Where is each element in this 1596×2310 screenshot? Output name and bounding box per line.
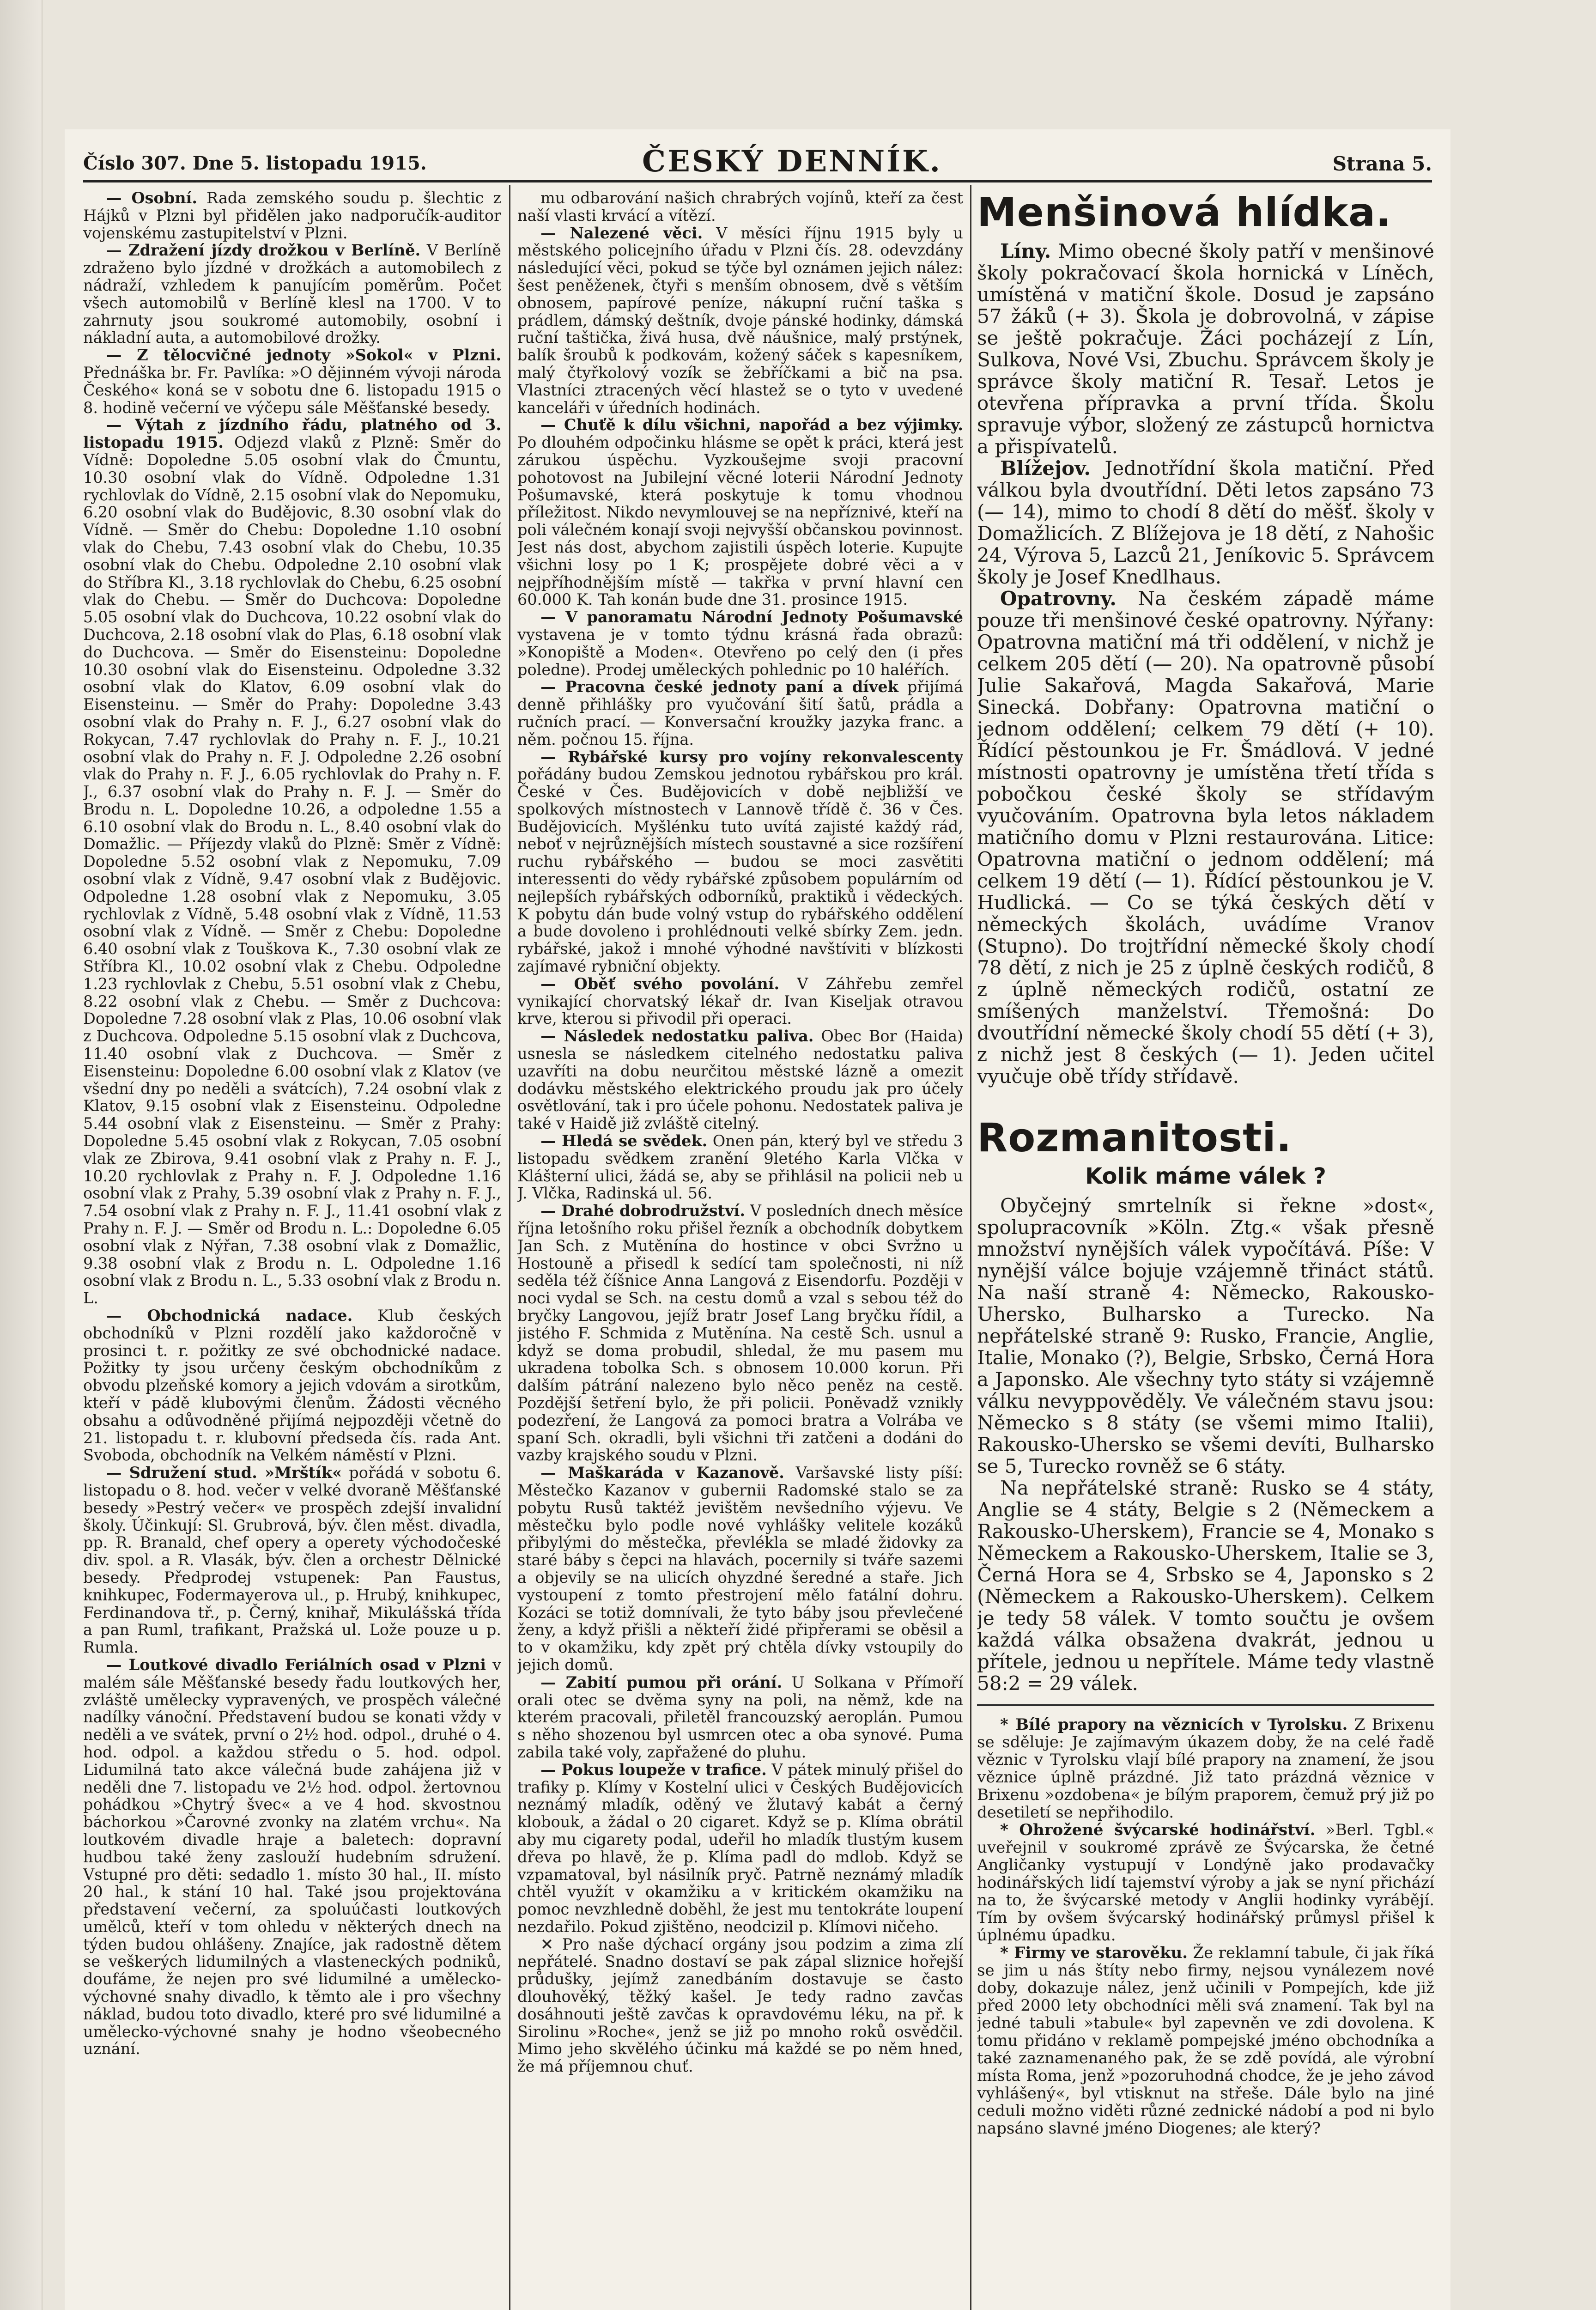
article-text: pořádá v sobotu 6. listopadu o 8. hod. večer v velké dvoraně Měšťanské besedy »Pestrý večer« ve prospěch zdejší invalidní školy. Účinkují: Sl. Grubrová, býv. člen měst. divadla, pp. R. Branald, chef opery a operety východočeské div. spol. a R. Vlasák, býv. člen a orchestr Dělnické besedy. Předprodej vstupenek: Pan Faustus, knihkupec, Fodermayerova ul., p. Hrubý, knihkupec, Ferdinandova tř., p. Černý, knihař, Mikulášská třída a pan Ruml, trafikant, Pražská ul. Lože pouze u p. Rumla. [83,1464,501,1657]
section-title-rozmanitosti: Rozmanitosti. [977,1115,1292,1161]
article-heading: * Ohrožené švýcarské hodinářství. [1000,1821,1316,1839]
article-paragraph [977,240,1434,457]
newspaper-title: ČESKÝ DENNÍK. [642,144,942,179]
article-text: Jednotřídní škola matiční. Před válkou byla dvoutřídní. Děti letos zapsáno 73 (— 14), mimo to chodí 8 dětí do měšť. školy v Domažlicích. Z Blížejova je 18 dětí, z Nahošic 24, Výrova 5, Lazců 21, Jeníkovic 5. Správcem školy je Josef Knedlhaus. [977,457,1434,588]
column-2 [517,189,963,2296]
section-rozmanitosti [977,1195,1434,1694]
article-paragraph [83,189,501,242]
article-text: Varšavské listy píší: Městečko Kazanov v gubernii Radomské stalo se za pobytu Rusů taktéž jevištěm nevšedního výjevu. Ve městečku bylo podle nové vyhlášky velitele kozáků přibylými do městečka, převlékla se mladé židovky za staré báby s čepci na hlavách, pocernily si tváře sazemi a objevily se na ulicích ohyzdné šeredné a staře. Jich vystoupení z tomto přestrojení mělo fatální dohru. Kozáci se totiž domnívali, že tyto báby jsou převlečené ženy, a když přišli a někteří židé připřerami se oběsil a to v okamžiku, kdy zpět prý chtěla dívky vstoupily do jejich domů. [517,1464,963,1674]
article-text: Obyčejný smrtelník si řekne »dost«, spolupracovník »Köln. Ztg.« však přesně množství nynějších válek vypočítává. Píše: V nynější válce bojuje vzájemně třináct států. Na naší straně 4: Německo, Rakousko-Uhersko, Bulharsko a Turecko. Na nepřátelské straně 9: Rusko, Francie, Anglie, Italie, Monako (?), Belgie, Srbsko, Černá Hora a Japonsko. Ale všechny tyto státy si vzájemně válku nevyppověděly. Ve válečném stavu jsou: Německo s 8 státy (se všemi mimo Italii), Rakousko-Uhersko se všemi devíti, Bulharsko se 5, Turecko rovněž se 6 státy. [977,1194,1434,1477]
article-paragraph [977,1195,1434,1477]
article-paragraph [517,748,963,975]
article-heading: — Rybářské kursy pro vojíny rekonvalescenty [540,748,963,766]
article-paragraph [977,1944,1434,2137]
article-text: ✕ Pro naše dýchací orgány jsou podzim a zima zlí nepřátelé. Snadno dostaví se pak zápal sliznice hořejší průdušky, jejímž zanedbáním dostavuje se často dlouhověký, těžký kašel. Je tedy radno zavčas dosáhnouti ještě zavčas k opravdovému léku, na př. k Sirolinu »Roche«, jenž se již po mnoho roků osvědčil. Mimo jeho skvělého účinku má každé se po něm hned, že má příjemnou chuť. [517,1935,963,2076]
article-text: přijímá denně přihlášky pro vyučování šití šatů, prádla a ručních prací. — Konversační kroužky jazyka franc. a něm. počnou 15. října. [517,678,963,748]
article-text: v malém sále Měšťanské besedy řadu loutkových her, zvláště umělecky vypravených, ve prospěch válečné nadílky vánoční. Představení budou se konati vždy v neděli a ve svátek, první o 2½ hod. odpol., druhé o 4. hod. odpol. a každou středu o 5. hod. odpol. Lidumilná tato akce válečná bude zahájena již v neděli dne 7. listopadu ve 2½ hod. odpol. žertovnou pohádkou »Chytrý švec« a ve 4 hod. skvostnou báchorkou »Čarovné zvonky na zlatém vrchu«. Na loutkovém divadle hraje a baletech: dopravní hudbou také ženy zaslouží hudebním sdružení. Vstupné pro děti: sedadlo 1. místo 30 hal., II. místo 20 hal., k stání 10 hal. Také jsou projektována představení večerní, za spoluúčasti loutkových umělců, kteří v tom ohledu v některých dnech na týden budou ohlášeny. Znajíce, jak radostně dětem se veškerých lidumilných a vlasteneckých podniků, doufáme, že nejen pro své lidumilné a umělecko-výchovné snahy divadlo, k těmto ale i pro všechny náklad, budou toto divadlo, které pro své lidumilné a umělecko-výchovné snahy je hodno všeobecného uznání. [83,1655,501,2058]
article-paragraph [517,1936,963,2075]
article-paragraph [83,346,501,416]
article-text: mu odbarování našich chrabrých vojínů, kteří za čest naší vlasti krvácí a vítězí. [517,189,963,225]
article-text: Onen pán, který byl ve středu 3 listopadu svědkem zranění 9letého Karla Vlčka v Klášterní ulici, žádá se, aby se přihlásil na policii neb u J. Vlčka, Radinská ul. 56. [517,1132,963,1203]
article-paragraph [517,1132,963,1202]
article-heading: — Zabití pumou při orání. [540,1673,783,1691]
article-text: Že reklamní tabule, či jak říká se jim u nás štíty nebo firmy, nejsou vynálezem nové doby, dokazuje nález, jenž učinili v Pompejích, kde již před 2000 lety obchodníci měli svá znamení. Tak byl na jedné tabuli »tabule« byl zapevněn ve zdi dovolena. K tomu přidáno v reklamě pompejské jméno obchodníka a také zaznamenaného pak, že se zdě povídá, ale výrobní místa Roma, jenž »pozoruhodná chodce, že je jeho závod vyhlášený«, byl vtisknut na střeše. Dále bylo na jiné ceduli možno viděti různé zednické nádobí a pod ni bylo napsáno slavné jméno Diogenes; ale který? [977,1944,1434,2138]
article-text: V Záhřebu zemřel vynikající chorvatský lékař dr. Ivan Kiseljak otravou krve, kterou si přivodil při operaci. [517,974,963,1028]
section-menšinova-hlidka [977,240,1434,1087]
article-text: U Solkana v Přímoří orali otec se dvěma syny na poli, na němž, kde na kterém pracovali, přiletěl francouzský aeroplán. Pumou s něho shozenou byl usmrcen otec a oba synové. Puma zabila také voly, zapřažené do pluhu. [517,1673,963,1761]
article-heading: — Drahé dobrodružství. [540,1202,745,1220]
article-text: Na českém západě máme pouze tři menšinové české opatrovny. Nýřany: Opatrovna matiční má tři oddělení, v nichž je celkem 205 dětí (— 20). Na opatrovně působí Julie Sakařová, Magda Sakařová, Marie Sinecká. Dobřany: Opatrovna matiční o jednom oddělení; celkem 79 dětí (+ 10). Řídící pěstounkou je Fr. Šmádlová. V jedné místnosti opatrovny je umístěna třetí třída s pobočkou české školy se střídavým vyučováním. Opatrovna byla letos nákladem matičního domu v Plzni restaurována. Litice: Opatrovna matiční o jednom oddělení; má celkem 19 dětí (— 1). Řídící pěstounkou je V. Hudlická. — Co se týká českých dětí v německých školách, uvádíme Vranov (Stupno). Do trojtřídní německé školy chodí 78 dětí, z nich je 25 z úplně českých rodičů, 8 z úplně německých rodičů, ostatní ze smíšených manželství. Třemošná: Do dvoutřídní německé školy chodí 55 dětí (+ 3), z nichž jest 8 českých (— 1). Jeden učitel vyučuje obě třídy střídavě. [977,587,1434,1088]
column-divider [970,185,971,2310]
article-text: V měsíci říjnu 1915 byly u městského policejního úřadu v Plzni čís. 28. odevzdány následující věci, pokud se týče byl oznámen jejich nález: šest peněženek, čtyři s menším obnosem, dvě s větším obnosem, papírové peníze, nákupní ruční taška s prádlem, dámský deštník, dvoje pánské hodinky, dámská ruční taštička, živá husa, dvě náušnice, malý prstýnek, balík šroubů k podkovám, kožený sáček s kapesníkem, malý čtyřkolový vozík se žebříčkami a bič na psa. Vlastníci ztracených věcí hlastež se o tyto v uvedené kanceláři v úředních hodinách. [517,224,963,417]
article-text: Přednáška br. Fr. Pavlíka: »O dějinném vývoji národa Českého« koná se v sobotu dne 6. listopadu 1915 o 8. hodině večerní ve výčepu sále Měšťanské besedy. [83,363,501,417]
article-text: Z Brixenu se sděluje: Je zajímavým úkazem doby, že na celé řadě věznic v Tyrolsku vlají bílé prapory na znamení, že jsou věznice úplně prázdné. Již tato prázdná věznice v Brixenu »ozdobena« je bílým praporem, čemuž prý již po desetiletí se nepřihodilo. [977,1715,1434,1822]
article-heading: — Z tělocvičné jednoty »Sokol« v Plzni. [106,346,501,365]
article-paragraph [517,189,963,225]
article-paragraph [83,1307,501,1464]
article-paragraph [517,1027,963,1132]
article-paragraph [977,1716,1434,1821]
article-paragraph [977,1477,1434,1694]
article-text: V pátek minulý přišel do trafiky p. Klímy v Kostelní ulici v Českých Budějovicích neznámý mladík, oděný ve žlutavý kabát a černý klobouk, a žádal o 20 cigaret. Když se p. Klíma obrátil aby mu cigarety podal, udeřil ho mladík tlustým kusem dřeva po hlavě, že p. Klíma padl do mdlob. Když se vzpamatoval, byl násilník pryč. Patrně neznámý mladík chtěl využít v okamžiku a v kritickém okamžiku na pomoc nevzhledně doběhl, že jest mu tentokráte loupení nezdařilo. Pokud zjištěno, neodcizil p. Klímovi ničeho. [517,1760,963,1936]
article-paragraph [517,1761,963,1936]
article-text: V posledních dnech měsíce října letošního roku přišel řezník a obchodník dobytkem Jan Sch. z Mutěnína do hostince v obci Svržno u Hostouně a přisedl k sedící tam společnosti, ni níž seděla též číšnice Anna Langová z Eisendorfu. Později v noci vydal se Sch. na cestu domů a vzal s sebou též do bryčky Langovou, jejíž bratr Josef Lang bryčku řídil, a jistého F. Schmida z Mutěnína. Na cestě Sch. usnul a když se doma probudil, shledal, že mu pasem mu ukradena tobolka Sch. s obnosem 10.000 korun. Při dalším pátrání nalezeno bylo něco peněz na cestě. Pozdější šetření bylo, že při policii. Poněvadž vznikly podezření, že Langová za pomoci bratra a Volrába ve spaní Sch. okradli, byli všichni tři zatčeni a dodáni do vazby krajského soudu v Plzni. [517,1202,963,1465]
article-paragraph [977,588,1434,1087]
article-text: V Berlíně zdraženo bylo jízdné v drožkách a automobilech z nádraží, vzhledem k panujícím poměrům. Počet všech automobilů v Berlíně klesl na 1700. V to zahrnuty jsou soukromé automobily, osobní i nákladní auta, a automobilové drožky. [83,241,501,347]
article-paragraph [83,1656,501,2058]
article-paragraph [517,975,963,1027]
article-paragraph [83,1464,501,1656]
article-paragraph [517,608,963,678]
article-text: pořádány budou Zemskou jednotou rybářskou pro král. České v Čes. Budějovicích v době nejbližší ve spolkových místnostech v Lannově třídě č. 36 v Čes. Budějovicích. Myšlénku tuto uvítá zajisté každý rád, neboť v nejrůznějších místech soustavné a sice rozšíření ruchu rybářského — budou se moci zasvětiti interessenti do vědy rybářské způsobem populárním od nejlepších rybářských odborníků, praktiků i vědeckých. K pobytu dán bude volný vstup do rybářského oddělení a bude dovoleno i prohlédnouti velké sbírky Zem. jedn. rybářské, jakož i mnohé výhodné navštíviti v blízkosti zajímavé rybniční objekty. [517,765,963,976]
article-text: Klub českých obchodníků v Plzni rozdělí jako každoročně v prosinci t. r. požitky ze své obchodnické nadace. Požitky ty jsou určeny českým obchodníkům z obvodu plzeňské komory a jejich vdovám a sirotkům, kteří v pádě klubovými členům. Žádosti věcného obsahu a odůvodněné přijímá nejpozději včetně do 21. listopadu t. r. klubovní předseda čís. rada Ant. Svoboda, obchodník na Velkém náměstí v Plzni. [83,1307,501,1465]
article-paragraph [83,242,501,346]
article-heading: Opatrovny. [1000,587,1117,610]
article-heading: * Firmy ve starověku. [1000,1944,1188,1962]
article-text: vystavena je v tomto týdnu krásná řada obrazů: »Konopiště a Moden«. Otevřeno po celý den (i přes poledne). Prodej uměleckých pohlednic po 10 haléřích. [517,625,963,679]
page-header [83,139,1432,182]
article-text: Po dlouhém odpočinku hlásme se opět k práci, která jest zárukou úspěchu. Vyzkoušejme svoji pracovní pohotovost na Jubilejní věcné loterii Národní Jednoty Pošumavské, která poskytuje k tomu vhodnou příležitost. Nikdo nevymlouvej se na nepříznivé, kteří na poli válečném konají svoji nejvyšší občanskou povinnost. Jest nás dost, abychom zajistili úspěch loterie. Kupujte všichni losy po 1 K; prospějete dobré věci a v nejpříhodnějším místě — takřka v první hlavní cen 60.000 K. Tah konán bude dne 31. prosince 1915. [517,433,963,609]
section-short-news [977,1716,1434,2137]
article-heading: Blížejov. [1000,457,1091,480]
article-paragraph [977,457,1434,588]
article-heading: — Následek nedostatku paliva. [540,1027,814,1046]
page-left-edge [0,0,42,2310]
article-paragraph [517,678,963,748]
page-number: Strana 5. [1332,152,1432,175]
article-title-kolik-valek: Kolik máme válek ? [1085,1163,1326,1189]
article-paragraph [517,416,963,608]
article-heading: — Zdražení jízdy drožkou v Berlíně. [106,241,421,260]
article-heading: — Nalezené věci. [540,224,703,242]
article-heading: — Loutkové divadlo Feriálních osad v Plzni [106,1655,486,1674]
column-3 [977,189,1434,2296]
article-text: Rada zemského soudu p. šlechtic z Hájků v Plzni byl přidělen jako nadporučík-auditor vojenskému zastupitelství v Plzni. [83,189,501,242]
article-heading: — Sdružení stud. »Mrštík« [106,1464,342,1482]
article-heading: — Pracovna české jednoty paní a dívek [540,678,898,696]
article-text: Na nepřátelské straně: Rusko se 4 státy, Anglie se 4 státy, Belgie s 2 (Německem a Rakousko-Uherskem), Francie se 4, Monako s Německem a Rakousko-Uherskem, Italie se 3, Černá Hora se 4, Srbsko se 4, Japonsko s 2 (Německem a Rakousko-Uherskem). Celkem je tedy 58 válek. V tomto součtu je ovšem každá válka obsažena dvakrát, jednou u přítele, jednou u nepřítele. Máme tedy vlastně 58:2 = 29 válek. [977,1477,1434,1695]
section-title-menšinova-hlidka: Menšinová hlídka. [977,189,1391,236]
article-paragraph [517,225,963,417]
article-paragraph [977,1821,1434,1944]
article-paragraph [517,1464,963,1674]
article-heading: — Obchodnická nadace. [106,1307,353,1325]
article-heading: — Chuťě k dílu všichni, napořád a bez výjimky. [540,416,963,434]
article-paragraph [517,1202,963,1464]
article-heading: * Bílé prapory na věznicích v Tyrolsku. [1000,1715,1348,1734]
article-heading: — Hledá se svědek. [540,1132,708,1150]
article-heading: — Osobní. [106,189,198,207]
issue-date: Číslo 307. Dne 5. listopadu 1915. [83,152,427,174]
article-text: Mimo obecné školy patří v menšinové školy pokračovací škola hornická v Líněch, umístěná v matiční škole. Dosud je zapsáno 57 žáků (+ 3). Škola je dobrovolná, v zápise se ještě pokračuje. Žáci pocházejí z Lín, Sulkova, Nové Vsi, Zbuchu. Správcem školy je správce školy matiční R. Tesař. Letos je otevřena přípravka a první třída. Školu spravuje výbor, složený ze zástupců hornictva a přispívatelů. [977,240,1434,458]
article-paragraph [517,1674,963,1761]
article-heading: — Pokus loupeže v trafice. [540,1760,767,1779]
article-heading: — Maškaráda v Kazanově. [540,1464,784,1482]
article-heading: — V panoramatu Národní Jednoty Pošumavské [540,608,963,626]
article-heading: — Výtah z jízdního řádu, platného od 3. listopadu 1915. [83,416,501,452]
column-divider [509,185,510,2310]
article-text: »Berl. Tgbl.« uveřejnil v soukromé zprávě ze Švýcarska, že četné Angličanky vystupují v Londýně jako prodavačky hodinářských lidí tajemství výroby a jak se nyní přichází na to, že švýcarské metody v Anglii hodinky vyrábějí. Tím by ovšem švýcarský hodinářský průmysl přišel k úplnému úpadku. [977,1821,1434,1945]
article-heading: — Oběť svého povolání. [540,974,780,993]
article-paragraph [83,416,501,1307]
article-heading: Líny. [1000,240,1051,262]
article-text: Obec Bor (Haida) usnesla se následkem citelného nedostatku paliva uzavříti na dobu neurčitou městské lázně a omezit dodávku městského elektrického proudu jak pro účely osvětlování, tak i pro účele pohonu. Nedostatek paliva je také v Haidě již zvláště citelný. [517,1027,963,1133]
column-1 [83,189,501,2296]
article-text: Odjezd vlaků z Plzně: Směr do Vídně: Dopoledne 5.05 osobní vlak do Čmuntu, 10.30 osobní vlak do Vídně. Odpoledne 1.31 rychlovlak do Vídně, 2.15 osobní vlak do Nepomuku, 6.20 osobní vlak do Budějovic, 8.30 osobní vlak do Vídně. — Směr do Chebu: Dopoledne 1.10 osobní vlak do Chebu, 7.43 osobní vlak do Chebu, 10.35 osobní vlak do Chebu. Odpoledne 2.10 osobní vlak do Stříbra Kl., 3.18 rychlovlak do Chebu, 6.25 osobní vlak do Chebu. — Směr do Duchcova: Dopoledne 5.05 osobní vlak do Duchcova, 10.22 osobní vlak do Duchcova, 2.18 osobní vlak do Plas, 6.18 osobní vlak do Duchcova. — Směr do Eisensteinu: Dopoledne 10.30 osobní vlak do Eisensteinu. Odpoledne 3.32 osobní vlak do Klatov, 6.09 osobní vlak do Eisensteinu. — Směr do Prahy: Dopoledne 3.43 osobní vlak do Prahy n. F. J., 6.27 osobní vlak do Rokycan, 7.47 rychlovlak do Prahy n. F. J., 10.21 osobní vlak do Prahy n. F. J. Odpoledne 2.26 osobní vlak do Prahy n. F. J., 6.05 rychlovlak do Prahy n. F. J., 6.37 osobní vlak do Prahy n. F. J. — Směr do Brodu n. L. Dopoledne 10.26, a odpoledne 1.55 a 6.10 osobní vlak do Brodu n. L., 8.40 osobní vlak do Domažlic. — Příjezdy vlaků do Plzně: Směr z Vídně: Dopoledne 5.52 osobní vlak z Nepomuku, 7.09 osobní vlak z Vídně, 9.47 osobní vlak z Budějovic. Odpoledne 1.28 osobní vlak z Nepomuku, 3.05 rychlovlak z Vídně, 5.48 osobní vlak z Vídně, 11.53 osobní vlak z Vídně. — Směr z Chebu: Dopoledne 6.40 osobní vlak z Touškova K., 7.30 osobní vlak ze Stříbra Kl., 10.02 osobní vlak z Chebu. Odpoledne 1.23 rychlovlak z Chebu, 5.51 osobní vlak z Chebu, 8.22 osobní vlak z Chebu. — Směr z Duchcova: Dopoledne 7.28 osobní vlak z Plas, 10.06 osobní vlak z Duchcova. Odpoledne 5.15 osobní vlak z Duchcova, 11.40 osobní vlak z Duchcova. — Směr z Eisensteinu: Dopoledne 6.00 osobní vlak z Klatov (ve všední dny po neděli a svátcích), 7.24 osobní vlak z Klatov, 9.15 osobní vlak z Eisensteinu. Odpoledne 5.44 osobní vlak z Eisensteinu. — Směr z Prahy: Dopoledne 5.45 osobní vlak z Rokycan, 7.05 osobní vlak ze Zbirova, 9.41 osobní vlak z Prahy n. F. J., 10.20 rychlovlak z Prahy n. F. J. Odpoledne 1.16 osobní vlak z Prahy, 5.39 osobní vlak z Prahy n. F. J., 7.54 osobní vlak z Prahy n. F. J., 11.41 osobní vlak z Prahy n. F. J. — Směr od Brodu n. L.: Dopoledne 6.05 osobní vlak z Nýřan, 7.38 osobní vlak z Domažlic, 9.38 osobní vlak z Brodu n. L. Odpoledne 1.16 osobní vlak z Brodu n. L., 5.33 osobní vlak z Brodu n. L. [83,433,501,1307]
